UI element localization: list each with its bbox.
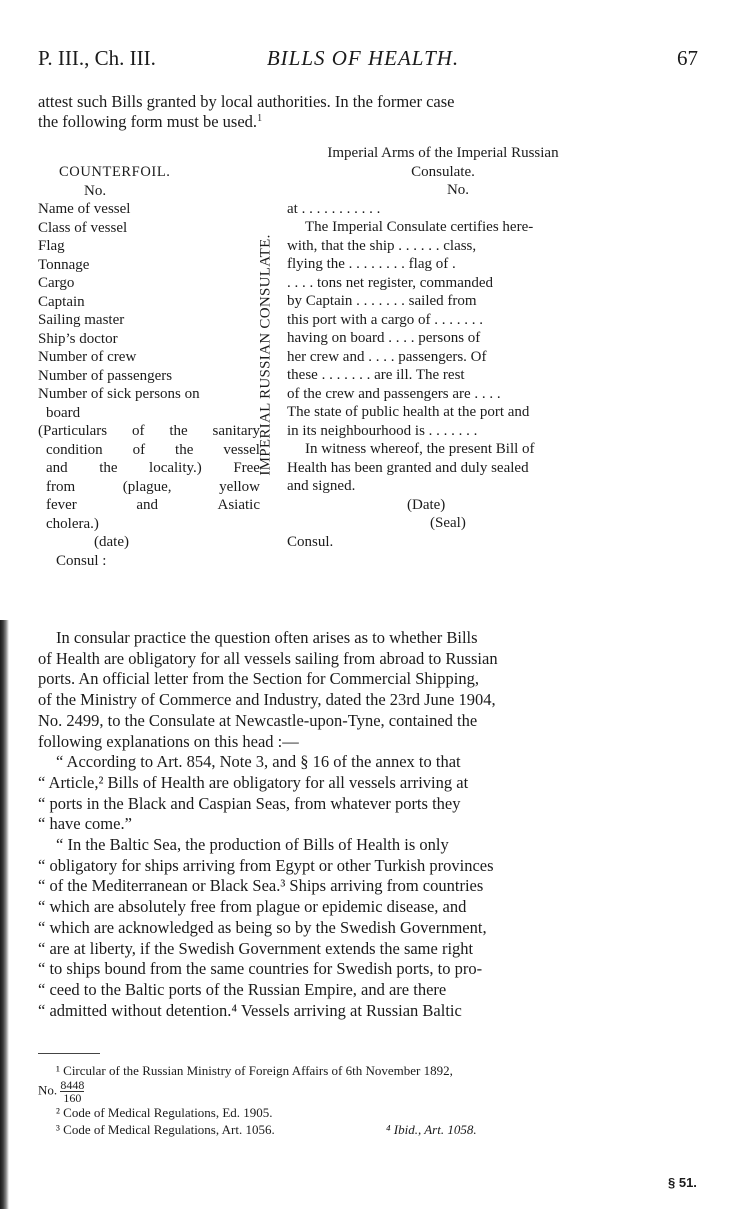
running-header: [38, 46, 698, 72]
fraction-numerator: 8448: [60, 1078, 85, 1092]
running-title: BILLS OF HEALTH.: [266, 46, 460, 70]
body-line: “ have come.”: [38, 814, 132, 834]
particulars-line: condition of the vessel: [46, 441, 260, 458]
counterfoil-field: Tonnage: [38, 256, 90, 273]
counterfoil-number: No.: [84, 182, 107, 199]
form-at-line: at . . . . . . . . . . .: [287, 200, 381, 217]
footnote-3-4: [38, 1121, 638, 1138]
counterfoil-field: Flag: [38, 238, 65, 254]
body-line: of the Ministry of Commerce and Industry, dated the 23rd June 1904,: [38, 690, 496, 710]
form-line: these . . . . . . . are ill. The rest: [287, 367, 465, 383]
body-text: [38, 628, 658, 1021]
form-line: and signed.: [287, 478, 356, 494]
body-line: ports. An official letter from the Section for Commercial Shipping,: [38, 669, 479, 689]
counterfoil-field: Class of vessel: [38, 219, 128, 236]
footnote-text: ³ Code of Medical Regulations, Art. 1056.: [56, 1122, 275, 1137]
body-line: “ ports in the Black and Caspian Seas, from whatever ports they: [38, 793, 461, 813]
footnote-text: ⁴ Ibid., Art. 1058.: [386, 1122, 477, 1137]
counterfoil-field: Name of vessel: [38, 201, 131, 217]
body-line: “ In the Baltic Sea, the production of Bills of Health is only: [56, 835, 449, 855]
counterfoil-field: Number of sick persons on: [38, 386, 200, 402]
form-line: in its neighbourhood is . . . . . . .: [287, 422, 478, 439]
form-line: . . . . tons net register, commanded: [287, 274, 494, 291]
body-line: “ ceed to the Baltic ports of the Russian Empire, and are there: [38, 979, 447, 999]
counterfoil-date: (date): [94, 534, 129, 550]
footnotes: [38, 1062, 638, 1138]
form-line: The state of public health at the port and: [287, 404, 530, 420]
counterfoil-field: Number of crew: [38, 349, 137, 365]
footnote-fraction-line: No. $\frac{8448}{160}$: [38, 1078, 85, 1105]
vertical-consulate-label: [254, 145, 278, 565]
form-line: Health has been granted and duly sealed: [287, 459, 529, 476]
form-seal: (Seal): [430, 515, 466, 531]
fraction: [60, 1079, 84, 1104]
body-line: In consular practice the question often arises as to whether Bills: [56, 628, 478, 647]
counterfoil-field: Sailing master: [38, 312, 125, 328]
particulars-line: from (plague, yellow: [46, 478, 260, 495]
body-line: “ admitted without detention.⁴ Vessels arriving at Russian Baltic: [38, 1000, 462, 1020]
footnote-rule: [38, 1053, 100, 1054]
form-line: In witness whereof, the present Bill of: [305, 441, 535, 457]
body-line: following explanations on this head :—: [38, 731, 299, 751]
intro-line: attest such Bills granted by local authorities. In the former case: [38, 92, 455, 111]
intro-line: the following form must be used.$^1$: [38, 112, 263, 131]
footnote-ref: 1: [257, 113, 263, 124]
body-line: “ to ships bound from the same countries for Swedish ports, to pro-: [38, 959, 483, 979]
body-line: “ According to Art. 854, Note 3, and § 16 of the annex to that: [56, 752, 461, 772]
counterfoil-field: Ship’s doctor: [38, 330, 118, 347]
intro-paragraph: [38, 92, 658, 132]
particulars-line: and the locality.) Free: [46, 460, 260, 476]
vertical-label-text: IMPERIAL RUSSIAN CONSULATE.: [257, 234, 274, 476]
library-stamp: § 51.: [668, 1175, 697, 1190]
counterfoil-title: COUNTERFOIL.: [59, 164, 171, 180]
body-line: “ which are acknowledged as being so by the Swedish Government,: [38, 917, 487, 937]
form-line: having on board . . . . persons of: [287, 330, 481, 346]
fraction-denominator: 160: [63, 1091, 82, 1105]
footnote-text: ² Code of Medical Regulations, Ed. 1905.: [56, 1105, 273, 1120]
form-line: her crew and . . . . passengers. Of: [287, 348, 487, 365]
form-consul: Consul.: [287, 533, 334, 550]
form-line: of the crew and passengers are . . . .: [287, 385, 501, 402]
chapter-reference: P. III., Ch. III.: [38, 46, 156, 70]
form-number: No.: [446, 182, 470, 198]
counterfoil-field: Cargo: [38, 275, 75, 291]
form-title: Imperial Arms of the Imperial Russian: [327, 145, 559, 161]
particulars-line: cholera.): [46, 515, 99, 532]
form-line: The Imperial Consulate certifies here-: [305, 219, 534, 235]
body-line: No. 2499, to the Consulate at Newcastle-upon-Tyne, contained the: [38, 710, 478, 730]
body-line: “ of the Mediterranean or Black Sea.³ Ships arriving from countries: [38, 876, 484, 896]
body-line: “ Article,² Bills of Health are obligatory for all vessels arriving at: [38, 772, 469, 792]
counterfoil-field: board: [46, 404, 81, 421]
footnote-2: [38, 1104, 638, 1121]
body-line: “ obligatory for ships arriving from Egypt or other Turkish provinces: [38, 855, 494, 875]
footnote-1: [38, 1062, 638, 1104]
bill-of-health-form: [287, 144, 599, 551]
counterfoil-field: Number of passengers: [38, 367, 173, 384]
form-line: flying the . . . . . . . . flag of .: [287, 256, 456, 272]
form-line: with, that the ship . . . . . . class,: [287, 237, 477, 254]
body-line: “ are at liberty, if the Swedish Government extends the same right: [38, 938, 474, 958]
form-title: Consulate.: [411, 163, 475, 180]
body-line: of Health are obligatory for all vessels sailing from abroad to Russian: [38, 648, 498, 668]
counterfoil: [38, 163, 260, 570]
form-date: (Date): [407, 496, 446, 513]
particulars-line: (Particulars of the sanitary: [38, 423, 260, 439]
page-number: 67: [677, 46, 698, 70]
body-line: “ which are absolutely free from plague or epidemic disease, and: [38, 897, 467, 917]
counterfoil-consul: Consul :: [56, 552, 107, 569]
form-line: this port with a cargo of . . . . . . .: [287, 311, 483, 328]
footnote-text: ¹ Circular of the Russian Ministry of Foreign Affairs of 6th November 1892,: [56, 1063, 453, 1078]
particulars-line: fever and Asiatic: [46, 497, 260, 513]
page-edge-shadow: [0, 620, 9, 1209]
form-line: by Captain . . . . . . . sailed from: [287, 293, 477, 309]
counterfoil-field: Captain: [38, 293, 85, 310]
